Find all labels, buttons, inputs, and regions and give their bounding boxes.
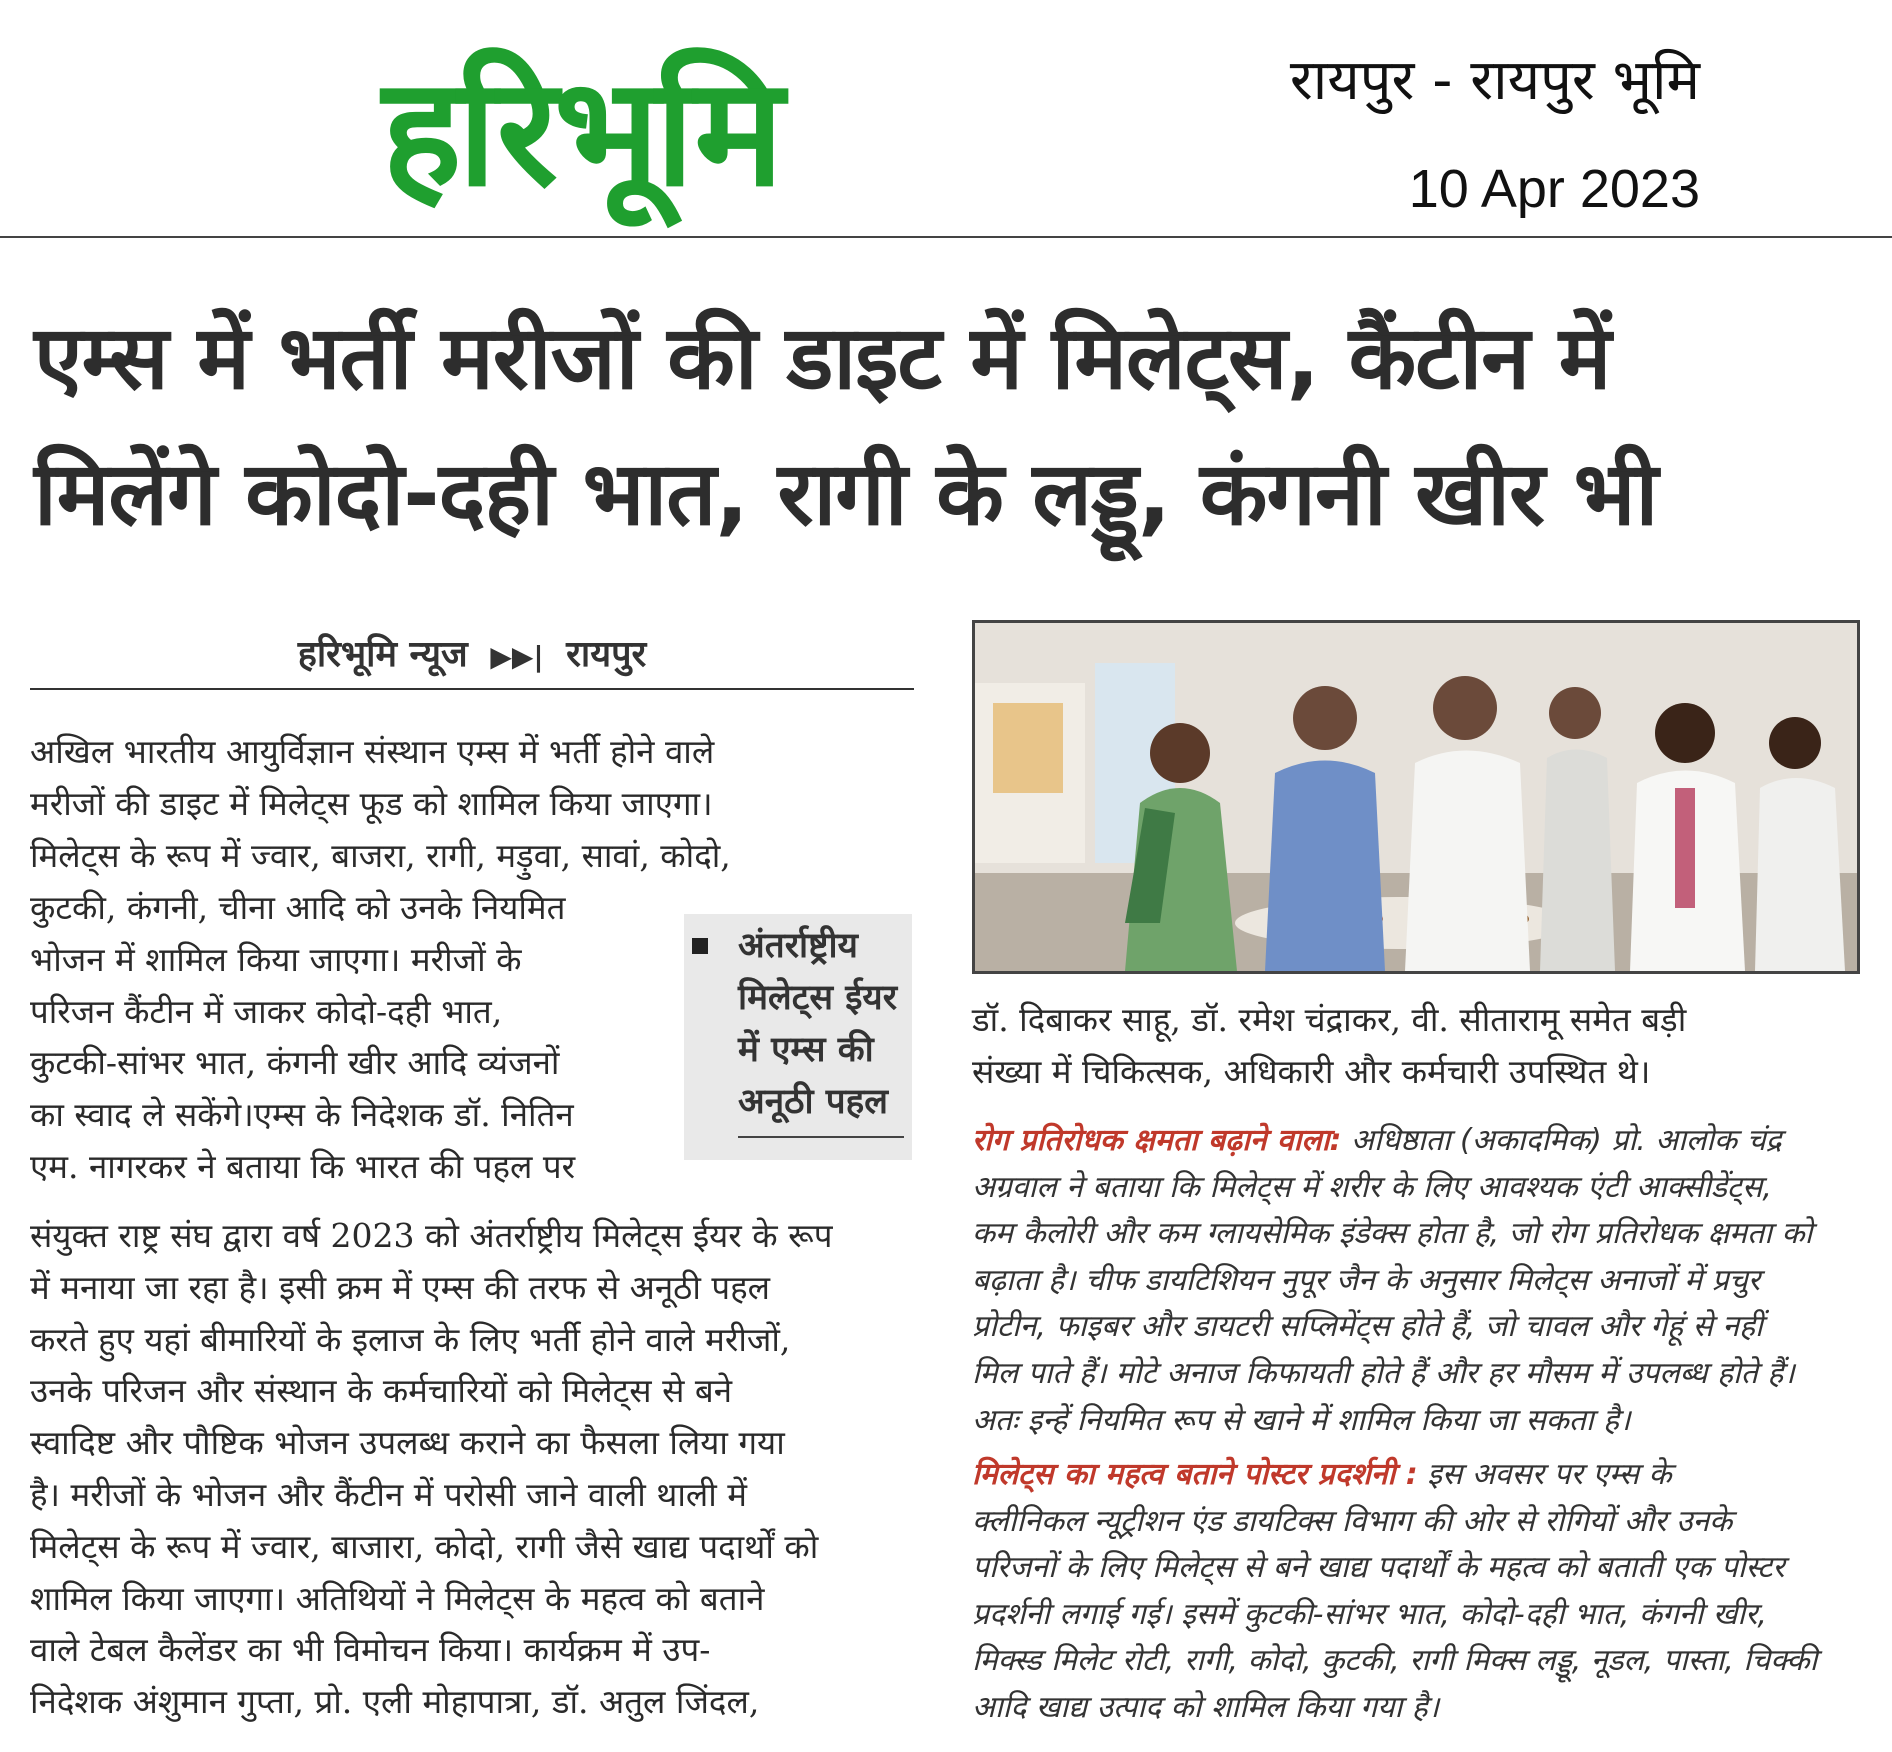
section-first-line <box>972 1118 1858 1165</box>
logo-text: हरिभूमि <box>382 46 780 220</box>
section-line: प्रदर्शनी लगाई गई। इसमें कुटकी-सांभर भात, कोदो-दही भात, कंगनी खीर, <box>972 1596 1767 1632</box>
section-line: क्लीनिकल न्यूट्रीशन एंड डायटिक्स विभाग की ओर से रोगियों और उनके <box>972 1503 1733 1539</box>
section-text: अधिष्ठाता (अकादमिक) प्रो. आलोक चंद्र <box>1341 1123 1782 1158</box>
news-photo <box>972 620 1860 974</box>
edition-label: रायपुर - रायपुर भूमि <box>1289 48 1700 113</box>
caption-line: संख्या में चिकित्सक, अधिकारी और कर्मचारी उपस्थित थे। <box>972 1052 1651 1091</box>
pull-quote-line: में एम्स की <box>738 1030 874 1070</box>
pull-quote-line: अनूठी पहल <box>738 1082 888 1122</box>
byline-source: हरिभूमि न्यूज <box>297 634 468 675</box>
section-line: मिल पाते हैं। मोटे अनाज किफायती होते हैं और हर मौसम में उपलब्ध होते हैं। <box>972 1355 1795 1391</box>
photo-caption <box>972 994 1854 1098</box>
byline-place: रायपुर <box>566 634 647 675</box>
section-line: परिजनों के लिए मिलेट्स से बने खाद्य पदार्थों के महत्व को बताती एक पोस्टर <box>972 1550 1785 1586</box>
body-line: मरीजों की डाइट में मिलेट्स फूड को शामिल किया जाएगा। <box>30 783 713 823</box>
section-immunity <box>972 1118 1858 1444</box>
byline-arrow-icon: ▶▶| <box>490 640 544 673</box>
section-subhead: रोग प्रतिरोधक क्षमता बढ़ाने वाला: <box>972 1123 1342 1158</box>
masthead-logo <box>222 48 940 218</box>
body-line: मिलेट्स के रूप में ज्वार, बाजरा, रागी, मड़ुवा, सावां, कोदो, <box>30 835 731 875</box>
body-line: मिलेट्स के रूप में ज्वार, बाजारा, कोदो, रागी जैसे खाद्य पदार्थों को <box>30 1526 819 1566</box>
body-line: परिजन कैंटीन में जाकर कोदो-दही भात, <box>30 991 503 1031</box>
section-line: प्रोटीन, फाइबर और डायटरी सप्लिमेंट्स होते हैं, जो चावल और गेहूं से नहीं <box>972 1309 1763 1345</box>
section-line: मिक्स्ड मिलेट रोटी, रागी, कोदो, कुटकी, रागी मिक्स लड्डू, नूडल, पास्ता, चिक्की <box>972 1643 1818 1679</box>
byline-divider <box>30 688 914 690</box>
section-line: अग्रवाल ने बताया कि मिलेट्स में शरीर के लिए आवश्यक एंटी आक्सीडेंट्स, <box>972 1169 1772 1205</box>
body-line: करते हुए यहां बीमारियों के इलाज के लिए भर्ती होने वाले मरीजों, <box>30 1319 791 1359</box>
square-bullet-icon <box>692 938 708 954</box>
body-line: है। मरीजों के भोजन और कैंटीन में परोसी जाने वाली थाली में <box>30 1474 748 1514</box>
section-line: कम कैलोरी और कम ग्लायसेमिक इंडेक्स होता है, जो रोग प्रतिरोधक क्षमता को <box>972 1216 1813 1252</box>
article-body-top <box>30 726 914 881</box>
body-line: उनके परिजन और संस्थान के कर्मचारियों को मिलेट्स से बने <box>30 1371 733 1411</box>
pull-quote-line: मिलेट्स ईयर <box>738 978 898 1018</box>
article-body-narrow <box>30 882 670 1193</box>
masthead-divider <box>0 236 1892 238</box>
section-first-line <box>972 1452 1858 1499</box>
section-poster-exhibition <box>972 1452 1858 1732</box>
body-line: स्वादिष्ट और पौष्टिक भोजन उपलब्ध कराने का फैसला लिया गया <box>30 1423 785 1463</box>
publication-date: 10 Apr 2023 <box>1408 159 1700 219</box>
body-line: निदेशक अंशुमान गुप्ता, प्रो. एली मोहापात्रा, डॉ. अतुल जिंदल, <box>30 1682 760 1722</box>
section-line: बढ़ाता है। चीफ डायटिशियन नुपूर जैन के अनुसार मिलेट्स अनाजों में प्रचुर <box>972 1262 1761 1298</box>
headline <box>34 290 1864 562</box>
byline <box>30 628 914 677</box>
pull-quote-line: अंतर्राष्ट्रीय <box>738 926 858 966</box>
section-line: अतः इन्हें नियमित रूप से खाने में शामिल किया जा सकता है। <box>972 1402 1631 1438</box>
body-line: कुटकी-सांभर भात, कंगनी खीर आदि व्यंजनों <box>30 1043 560 1083</box>
body-line: कुटकी, कंगनी, चीना आदि को उनके नियमित <box>30 888 566 927</box>
section-subhead: मिलेट्स का महत्व बताने पोस्टर प्रदर्शनी : <box>972 1457 1418 1492</box>
headline-line-1: एम्स में भर्ती मरीजों की डाइट में मिलेट्स, कैंटीन में <box>34 306 1611 409</box>
pull-quote-rule <box>738 1136 904 1138</box>
body-line: वाले टेबल कैलेंडर का भी विमोचन किया। कार्यक्रम में उप- <box>30 1630 711 1670</box>
section-text: इस अवसर पर एम्स के <box>1417 1457 1672 1492</box>
caption-line: डॉ. दिबाकर साहू, डॉ. रमेश चंद्राकर, वी. सीतारामू समेत बड़ी <box>972 1000 1687 1039</box>
body-line: एम. नागरकर ने बताया कि भारत की पहल पर <box>30 1146 576 1186</box>
article-body-bottom <box>30 1210 914 1728</box>
section-line: आदि खाद्य उत्पाद को शामिल किया गया है। <box>972 1689 1440 1725</box>
pull-quote <box>684 914 912 1160</box>
body-line: संयुक्त राष्ट्र संघ द्वारा वर्ष 2023 को अंतर्राष्ट्रीय मिलेट्स ईयर के रूप <box>30 1216 833 1255</box>
body-line: अखिल भारतीय आयुर्विज्ञान संस्थान एम्स में भर्ती होने वाले <box>30 732 715 771</box>
pull-quote-text <box>738 920 910 1128</box>
headline-line-2: मिलेंगे कोदो-दही भात, रागी के लड्डू, कंगनी खीर भी <box>34 442 1658 545</box>
body-line: में मनाया जा रहा है। इसी क्रम में एम्स की तरफ से अनूठी पहल <box>30 1267 771 1307</box>
body-line: भोजन में शामिल किया जाएगा। मरीजों के <box>30 939 522 979</box>
photo-illustration <box>975 623 1857 971</box>
body-line: का स्वाद ले सकेंगे।एम्स के निदेशक डॉ. नितिन <box>30 1095 574 1135</box>
body-line: शामिल किया जाएगा। अतिथियों ने मिलेट्स के महत्व को बताने <box>30 1578 765 1618</box>
